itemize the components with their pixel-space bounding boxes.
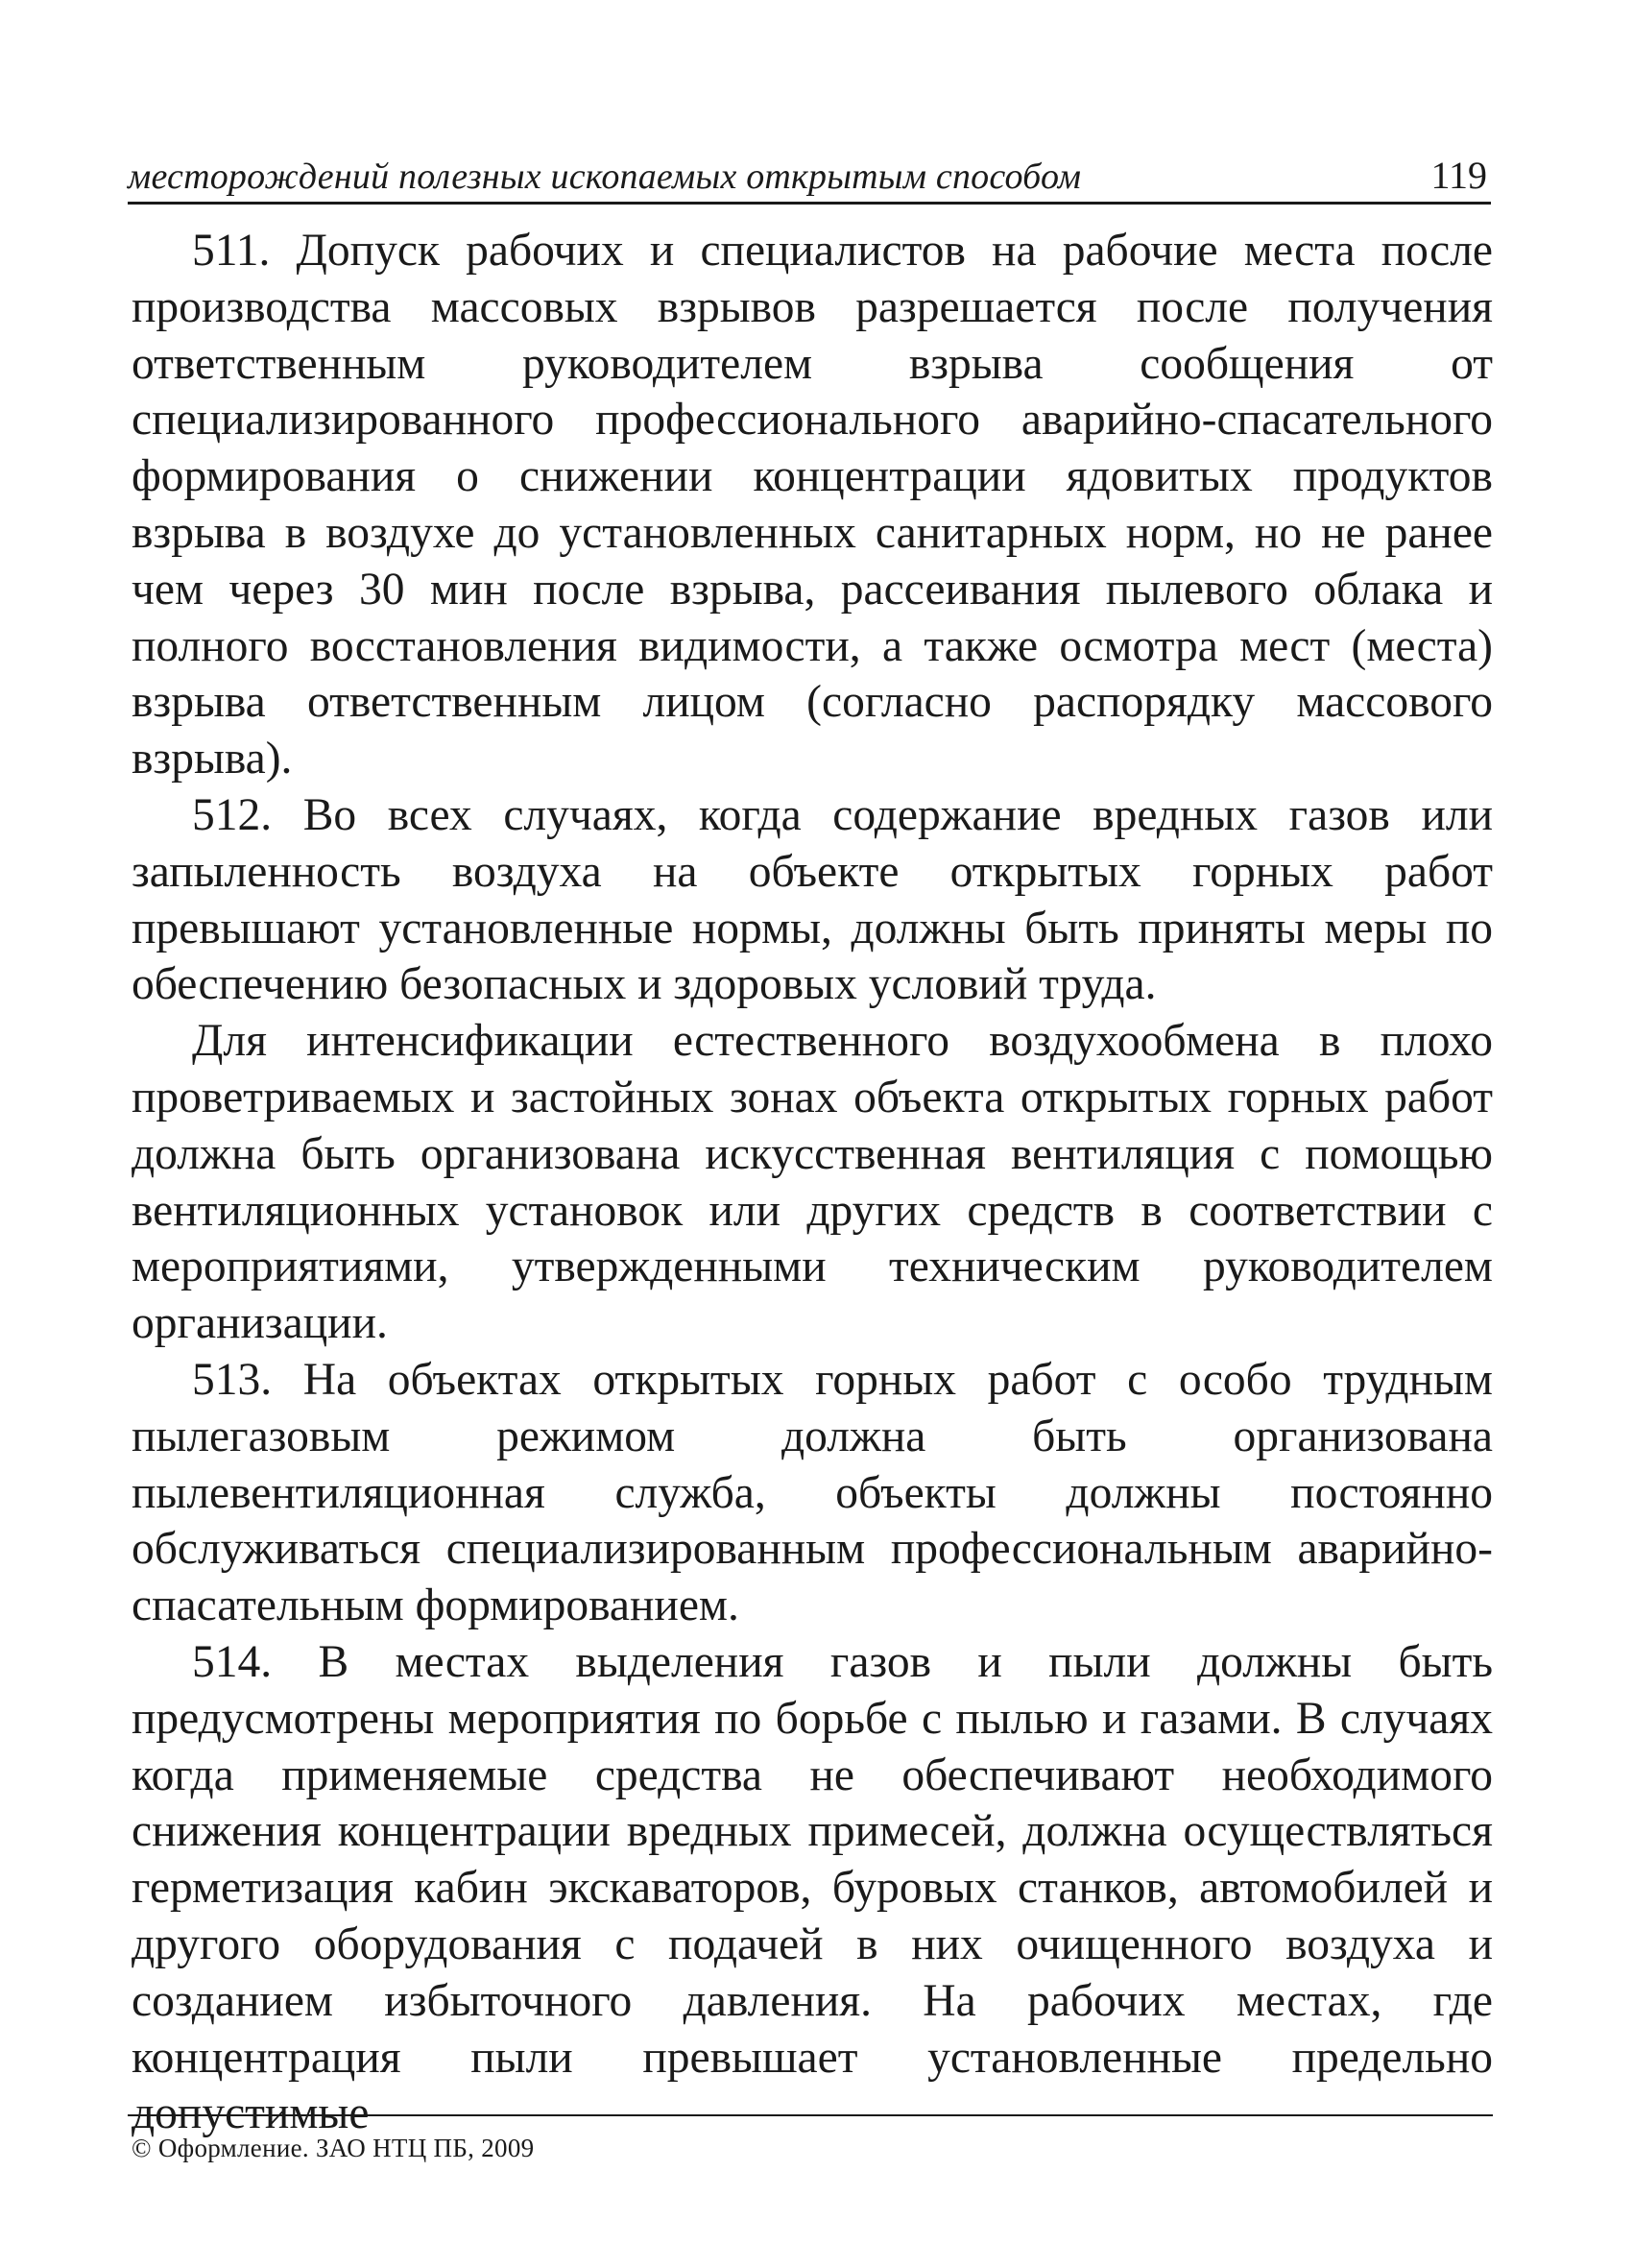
page-number: 119 bbox=[1430, 154, 1487, 197]
paragraph-ventilation: Для интенсификации естественного воздухообмена в плохо проветриваемых и застойных зонах объекта открытых горных работ должна быть организована искусственная вентиляция с помощью вентиляционных установок или других средств в соответствии с мероприятиями, утвержденными техническим руководителем организации. bbox=[132, 1016, 1493, 1349]
paragraph-512: 512. Во всех случаях, когда содержание вредных газов или запыленность воздуха на объекте открытых горных работ превышают установленные нормы, должны быть приняты меры по обеспечению безопасных и здоровых условий труда. bbox=[132, 789, 1493, 1010]
running-header bbox=[128, 152, 1491, 205]
body-text bbox=[132, 223, 1493, 2142]
paragraph-514: 514. В местах выделения газов и пыли должны быть предусмотрены мероприятия по борьбе с пылью и газами. В случаях когда применяемые средства не обеспечивают необходимого снижения концентрации вредных примесей, должна осуществляться герметизация кабин экскаваторов, буровых станков, автомобилей и другого оборудования с подачей в них очищенного воздуха и созданием избыточного давления. На рабочих местах, где концентрация пыли превышает установленные предельно допустимые bbox=[132, 1636, 1493, 2139]
paragraph-511: 511. Допуск рабочих и специалистов на рабочие места после производства массовых взрывов разрешается после получения ответственным руководителем взрыва сообщения от специализированного профессионального аварийно-спасательного формирования о снижении концентрации ядовитых продуктов взрыва в воздухе до установленных санитарных норм, но не ранее чем через 30 мин после взрыва, рассеивания пылевого облака и полного восстановления видимости, а также осмотра мест (места) взрыва ответственным лицом (согласно распорядку массового взрыва). bbox=[132, 226, 1493, 784]
running-title: месторождений полезных ископаемых открытым способом bbox=[128, 157, 1082, 197]
footer-rule bbox=[128, 2114, 1493, 2116]
paragraph-513: 513. На объектах открытых горных работ с особо трудным пылегазовым режимом должна быть организована пылевентиляционная служба, объекты должны постоянно обслуживаться специализированным профессиональным аварийно-спасательным формированием. bbox=[132, 1354, 1493, 1631]
copyright-note: © Оформление. ЗАО НТЦ ПБ, 2009 bbox=[132, 2134, 535, 2162]
